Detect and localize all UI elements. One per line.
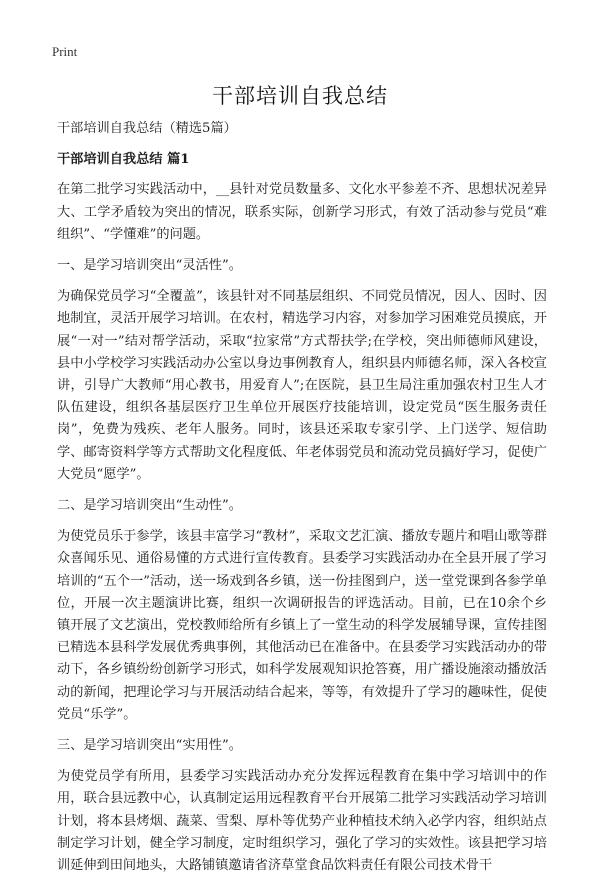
section-2-heading: 二、是学习培训突出“生动性”。: [57, 498, 242, 514]
section-1-heading: 一、是学习培训突出“灵活性”。: [57, 258, 242, 274]
section-3-heading: 三、是学习培训突出“实用性”。: [57, 738, 242, 754]
section-1-paragraph: 为确保党员学习“全覆盖”，该县针对不同基层组织、不同党员情况，因人、因时、因地制宜，灵活开展学习培训。在农村，精选学习内容，对参加学习困难党员摸底，开展“一对一”结对帮学活动，采取“拉家常”方式帮扶学;在学校，突出师德师风建设，县中小学校学习实践活动办公室以身边事例教育人，组织县内师德名师，深入各校宣讲，引导广大教师“用心教书，用爱育人”;在医院，县卫生局注重加强农村卫生人才队伍建设，组织各基层医疗卫生单位开展医疗技能培训，设定党员“医生服务责任岗”，免费为残疾、老年人服务。同时，该县还采取专家引学、上门送学、短信助学、邮寄资料学等方式帮助文化程度低、年老体弱党员和流动党员搞好学习，促使广大党员“愿学”。: [57, 289, 547, 482]
document-body: [57, 118, 547, 877]
intro-paragraph: 在第二批学习实践活动中，__县针对党员数量多、文化水平参差不齐、思想状况差异大、工学矛盾较为突出的情况，联系实际，创新学习形式，有效了活动参与党员“难组织”、“学懂难”的问题。: [57, 182, 547, 242]
section-2-paragraph: 为使党员乐于参学，该县丰富学习“教材”，采取文艺汇演、播放专题片和唱山歌等群众喜闻乐见、通俗易懂的方式进行宣传教育。县委学习实践活动办在全县开展了学习培训的“五个一”活动，送一场戏到各乡镇，送一份挂图到户，送一堂党课到各参学单位，开展一次主题演讲比赛，组织一次调研报告的评选活动。目前，已在10余个乡镇开展了文艺演出，党校教师给所有乡镇上了一堂生动的科学发展辅导课，宣传挂图已精选本县科学发展优秀典事例，其他活动已在准备中。在县委学习实践活动办的带动下，各乡镇纷纷创新学习形式，如科学发展观知识抢答赛，用广播设施滚动播放活动的新闻，把理论学习与开展活动结合起来，等等，有效提升了学习的趣味性，促使党员“乐学”。: [57, 529, 547, 722]
section-3-paragraph: 为使党员学有所用，县委学习实践活动办充分发挥远程教育在集中学习培训中的作用，联合县远教中心，认真制定运用远程教育平台开展第二批学习实践活动学习培训计划，将本县烤烟、蔬菜、雪梨、厚朴等优势产业种植技术纳入必学内容，组织站点制定学习计划，健全学习制度，定时组织学习，强化了学习的实效性。该县把学习培训延伸到田间地头，大路铺镇邀请省济草堂食品饮料责任有限公司技术骨干: [57, 769, 547, 874]
article-title: 干部培训自我总结 篇1: [57, 152, 190, 168]
document-subtitle: 干部培训自我总结（精选5篇）: [57, 121, 237, 136]
page-title: 干部培训自我总结: [212, 84, 388, 108]
print-link[interactable]: Print: [52, 44, 78, 59]
